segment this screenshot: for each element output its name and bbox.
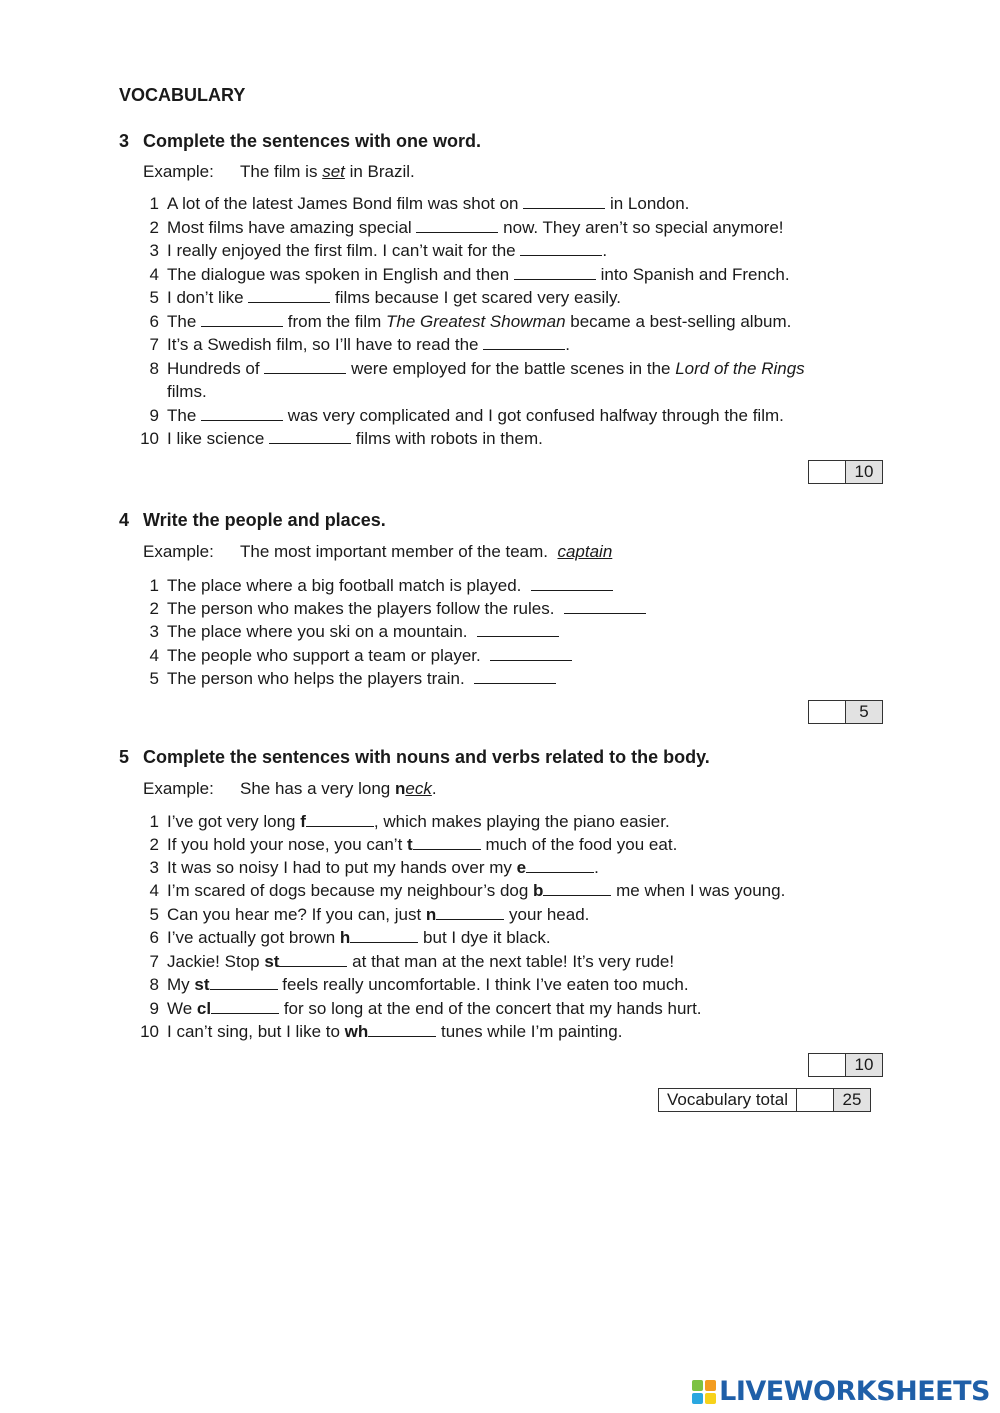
item-text: at that man at the next table! It’s very rude! bbox=[347, 952, 675, 971]
score-max: 10 bbox=[846, 461, 882, 483]
example-label: Example: bbox=[143, 542, 214, 561]
s5-item bbox=[149, 856, 599, 879]
section-title-text: Complete the sentences with one word. bbox=[143, 131, 482, 151]
first-letters: b bbox=[533, 881, 544, 900]
item-text: films with robots in them. bbox=[351, 429, 543, 448]
item-text: feels really uncomfortable. I think I’ve eaten too much. bbox=[277, 975, 689, 994]
section-4-example bbox=[143, 542, 612, 562]
s3-item bbox=[149, 239, 608, 262]
s3-item bbox=[149, 192, 690, 215]
example-answer: captain bbox=[557, 542, 613, 561]
total-score-max: 25 bbox=[834, 1089, 870, 1111]
first-letters: h bbox=[339, 928, 351, 947]
section-5-title bbox=[119, 747, 710, 768]
section-title-text: Complete the sentences with nouns and verbs related to the body. bbox=[143, 747, 710, 767]
first-letters: cl bbox=[196, 999, 212, 1018]
answer-blank[interactable] bbox=[279, 950, 347, 967]
s5-item bbox=[149, 879, 786, 902]
example-answer: eck bbox=[405, 779, 432, 798]
answer-blank[interactable] bbox=[306, 810, 374, 827]
item-text: now. They aren’t so special anymore! bbox=[498, 218, 784, 237]
score-max: 10 bbox=[846, 1054, 882, 1076]
item-text: became a best-selling album. bbox=[565, 312, 792, 331]
item-number: 1 bbox=[149, 194, 159, 213]
item-number: 3 bbox=[149, 858, 159, 877]
item-number: 1 bbox=[149, 812, 159, 831]
item-text: much of the food you eat. bbox=[480, 835, 678, 854]
item-text: your head. bbox=[504, 905, 590, 924]
item-number: 5 bbox=[149, 905, 159, 924]
item-number: 2 bbox=[149, 599, 159, 618]
item-text: into Spanish and French. bbox=[595, 265, 790, 284]
first-letters: st bbox=[264, 952, 280, 971]
item-text: I’ve got very long bbox=[167, 812, 301, 831]
example-text: The most important member of the team. bbox=[240, 542, 549, 561]
s5-item bbox=[149, 926, 551, 949]
item-text: The bbox=[167, 406, 202, 425]
item-text: I’ve actually got brown bbox=[167, 928, 340, 947]
example-text-end: in Brazil. bbox=[344, 162, 415, 181]
item-number: 1 bbox=[149, 576, 159, 595]
example-text-end: . bbox=[431, 779, 437, 798]
example-text: She has a very long bbox=[240, 779, 395, 798]
answer-blank[interactable] bbox=[211, 997, 279, 1014]
section-number: 5 bbox=[119, 747, 130, 767]
item-text: from the film bbox=[283, 312, 386, 331]
score-max: 5 bbox=[846, 701, 882, 723]
item-text: I’m scared of dogs because my neighbour’s dog bbox=[167, 881, 534, 900]
item-text: If you hold your nose, you can’t bbox=[167, 835, 408, 854]
score-input[interactable] bbox=[809, 461, 846, 483]
item-text: me when I was young. bbox=[611, 881, 786, 900]
section-4-score-box bbox=[808, 700, 883, 724]
answer-blank[interactable] bbox=[523, 192, 605, 209]
item-text: The place where a big football match is played. bbox=[167, 576, 522, 595]
answer-blank[interactable] bbox=[436, 903, 504, 920]
page-heading: VOCABULARY bbox=[119, 85, 246, 105]
section-3-title bbox=[119, 131, 481, 152]
section-5-score-box bbox=[808, 1053, 883, 1077]
first-letters: n bbox=[425, 905, 437, 924]
answer-blank[interactable] bbox=[269, 427, 351, 444]
item-number: 7 bbox=[149, 335, 159, 354]
s4-item bbox=[149, 667, 556, 690]
vocabulary-total-box bbox=[658, 1088, 871, 1112]
answer-blank[interactable] bbox=[520, 239, 602, 256]
first-letters: t bbox=[407, 835, 413, 854]
item-text: Can you hear me? If you can, just bbox=[167, 905, 426, 924]
item-number: 9 bbox=[149, 999, 159, 1018]
answer-blank[interactable] bbox=[350, 926, 418, 943]
item-number: 7 bbox=[149, 952, 159, 971]
score-input[interactable] bbox=[809, 701, 846, 723]
item-text: The person who makes the players follow the rules. bbox=[167, 599, 555, 618]
s3-item bbox=[149, 286, 621, 309]
answer-blank[interactable] bbox=[413, 833, 481, 850]
film-title: The Greatest Showman bbox=[386, 312, 566, 331]
example-letter: n bbox=[394, 779, 406, 798]
section-3-example bbox=[143, 162, 415, 182]
total-label: Vocabulary total bbox=[659, 1089, 797, 1111]
first-letters: wh bbox=[344, 1022, 369, 1041]
answer-blank[interactable] bbox=[526, 856, 594, 873]
s3-item bbox=[149, 357, 805, 380]
item-text: tunes while I’m painting. bbox=[436, 1022, 623, 1041]
s5-item bbox=[149, 810, 670, 833]
first-letters: e bbox=[516, 858, 527, 877]
section-title-text: Write the people and places. bbox=[143, 510, 386, 530]
example-answer: set bbox=[322, 162, 345, 181]
s4-item bbox=[149, 620, 559, 643]
item-text: I really enjoyed the first film. I can’t wait for the bbox=[167, 241, 521, 260]
item-text: A lot of the latest James Bond film was shot on bbox=[167, 194, 524, 213]
item-number: 6 bbox=[149, 312, 159, 331]
item-text: My bbox=[167, 975, 195, 994]
item-text: . bbox=[594, 858, 599, 877]
item-number: 4 bbox=[149, 265, 159, 284]
answer-blank[interactable] bbox=[531, 574, 613, 591]
item-number: 2 bbox=[149, 835, 159, 854]
item-number: 2 bbox=[149, 218, 159, 237]
answer-blank[interactable] bbox=[416, 216, 498, 233]
item-text: . bbox=[602, 241, 608, 260]
s3-item bbox=[140, 427, 543, 450]
s4-item bbox=[149, 597, 646, 620]
section-number: 4 bbox=[119, 510, 130, 530]
s4-item bbox=[149, 644, 572, 667]
s5-item bbox=[149, 903, 590, 926]
answer-blank[interactable] bbox=[490, 644, 572, 661]
item-text: I like science bbox=[167, 429, 270, 448]
answer-blank[interactable] bbox=[368, 1020, 436, 1037]
answer-blank[interactable] bbox=[201, 310, 283, 327]
answer-blank[interactable] bbox=[543, 879, 611, 896]
s5-item bbox=[149, 997, 702, 1020]
answer-blank[interactable] bbox=[477, 620, 559, 637]
s3-item-continuation bbox=[167, 380, 207, 403]
item-text: but I dye it black. bbox=[418, 928, 551, 947]
s5-item bbox=[149, 833, 678, 856]
item-text: Most films have amazing special bbox=[167, 218, 417, 237]
answer-blank[interactable] bbox=[564, 597, 646, 614]
item-text: . bbox=[565, 335, 570, 354]
total-score-input[interactable] bbox=[797, 1089, 834, 1111]
example-label: Example: bbox=[143, 162, 214, 181]
score-input[interactable] bbox=[809, 1054, 846, 1076]
s3-item bbox=[149, 216, 784, 239]
s3-item bbox=[149, 310, 792, 333]
section-number: 3 bbox=[119, 131, 130, 151]
item-number: 8 bbox=[149, 975, 159, 994]
item-text: It’s a Swedish film, so I’ll have to read the bbox=[167, 335, 484, 354]
film-title: Lord of the Rings bbox=[675, 359, 805, 378]
example-label: Example: bbox=[143, 779, 214, 798]
item-text: It was so noisy I had to put my hands over my bbox=[167, 858, 517, 877]
item-text: The people who support a team or player. bbox=[167, 646, 481, 665]
item-text: I can’t sing, but I like to bbox=[167, 1022, 345, 1041]
s4-item bbox=[149, 574, 613, 597]
item-text: Jackie! Stop bbox=[167, 952, 265, 971]
answer-blank[interactable] bbox=[248, 286, 330, 303]
item-number: 4 bbox=[149, 881, 159, 900]
item-text: films because I get scared very easily. bbox=[330, 288, 621, 307]
section-4-title bbox=[119, 510, 386, 531]
item-number: 6 bbox=[149, 928, 159, 947]
item-number: 5 bbox=[149, 669, 159, 688]
liveworksheets-logo-icon bbox=[692, 1380, 716, 1404]
item-text: in London. bbox=[605, 194, 690, 213]
item-text: Hundreds of bbox=[167, 359, 265, 378]
first-letters: st bbox=[194, 975, 210, 994]
s5-item bbox=[149, 950, 675, 973]
liveworksheets-logo[interactable] bbox=[692, 1376, 990, 1407]
section-3-score-box bbox=[808, 460, 883, 484]
item-text: The dialogue was spoken in English and then bbox=[167, 265, 514, 284]
answer-blank[interactable] bbox=[264, 357, 346, 374]
item-text: was very complicated and I got confused halfway through the film. bbox=[283, 406, 784, 425]
item-number: 10 bbox=[140, 1022, 159, 1041]
logo-square bbox=[705, 1393, 716, 1404]
brand-name: LIVEWORKSHEETS bbox=[719, 1376, 990, 1407]
section-5-example bbox=[143, 779, 437, 799]
item-text: , which makes playing the piano easier. bbox=[373, 812, 670, 831]
first-letters: f bbox=[300, 812, 306, 831]
logo-square bbox=[692, 1393, 703, 1404]
item-text: The bbox=[167, 312, 202, 331]
item-number: 8 bbox=[149, 359, 159, 378]
item-text: We bbox=[167, 999, 197, 1018]
s3-item bbox=[149, 404, 784, 427]
logo-square bbox=[705, 1380, 716, 1391]
example-text: The film is bbox=[240, 162, 323, 181]
item-text: The place where you ski on a mountain. bbox=[167, 622, 468, 641]
item-number: 3 bbox=[149, 241, 159, 260]
item-text: were employed for the battle scenes in the bbox=[346, 359, 676, 378]
answer-blank[interactable] bbox=[474, 667, 556, 684]
s5-item bbox=[149, 973, 689, 996]
item-text: films. bbox=[167, 382, 207, 401]
item-text: for so long at the end of the concert that my hands hurt. bbox=[279, 999, 702, 1018]
item-number: 4 bbox=[149, 646, 159, 665]
item-text: The person who helps the players train. bbox=[167, 669, 465, 688]
s3-item bbox=[149, 333, 570, 356]
answer-blank[interactable] bbox=[201, 404, 283, 421]
answer-blank[interactable] bbox=[483, 333, 565, 350]
item-number: 3 bbox=[149, 622, 159, 641]
item-number: 10 bbox=[140, 429, 159, 448]
item-number: 5 bbox=[149, 288, 159, 307]
s3-item bbox=[149, 263, 790, 286]
logo-square bbox=[692, 1380, 703, 1391]
s5-item bbox=[140, 1020, 623, 1043]
answer-blank[interactable] bbox=[210, 973, 278, 990]
item-number: 9 bbox=[149, 406, 159, 425]
item-text: I don’t like bbox=[167, 288, 249, 307]
answer-blank[interactable] bbox=[514, 263, 596, 280]
